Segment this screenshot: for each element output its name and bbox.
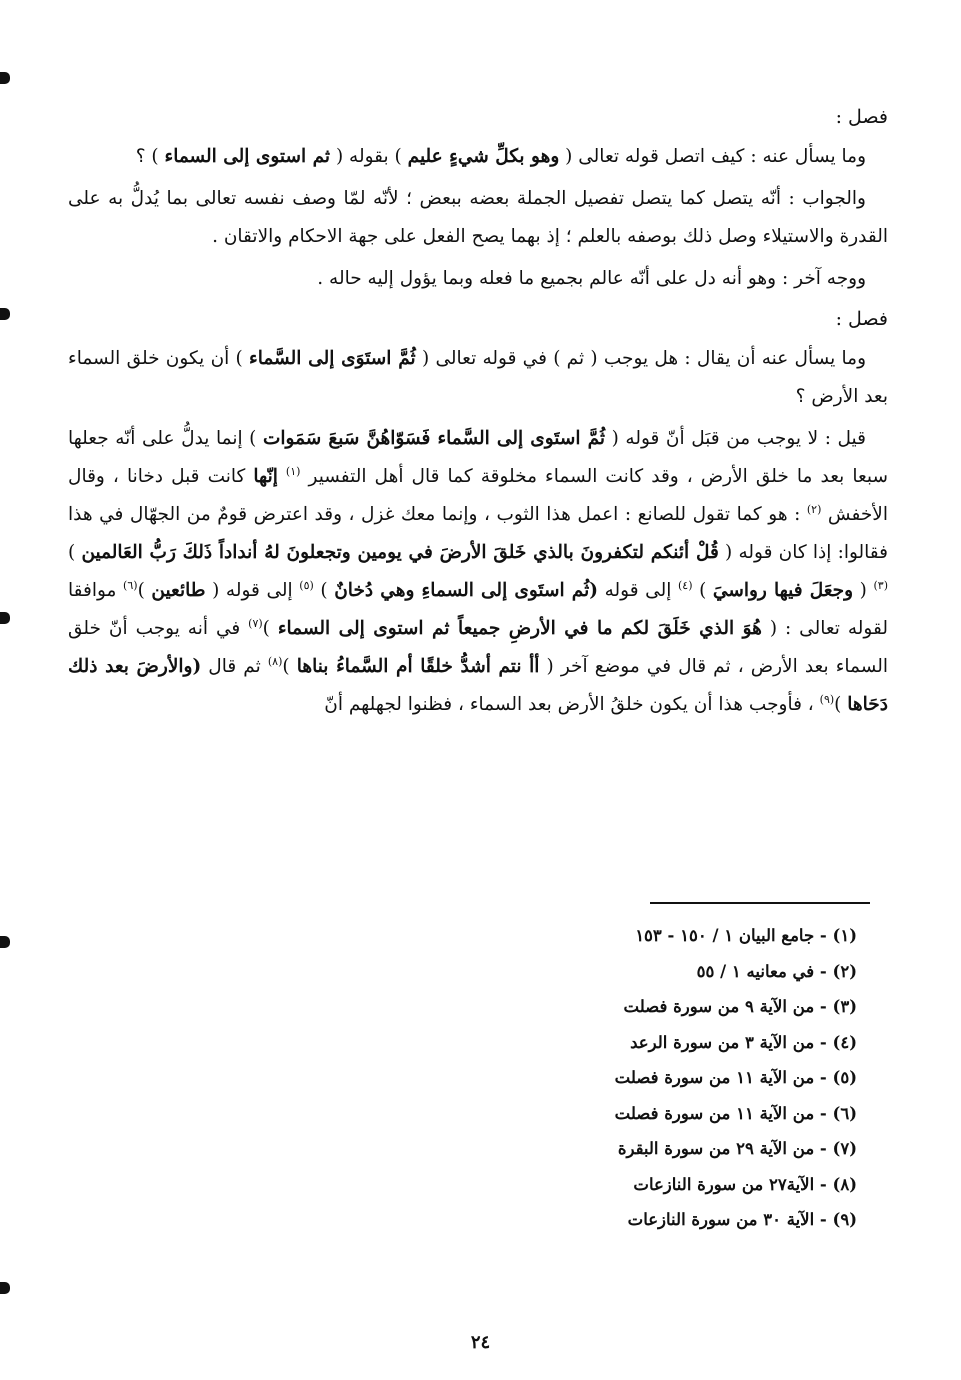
footnote: (٧) - من الآية ٢٩ من سورة البقرة bbox=[617, 1139, 857, 1158]
binding-mark bbox=[0, 308, 10, 320]
text-run: إلى قوله ( bbox=[205, 580, 300, 601]
footnote: (٣) - من الآية ٩ من سورة فصلت bbox=[623, 997, 857, 1016]
footnote-ref: (٣) bbox=[873, 578, 888, 592]
footnote-ref: (٢) bbox=[806, 502, 822, 516]
text-run: قيل : لا يوجب من قبَل أنّ قوله ( bbox=[605, 428, 866, 449]
paragraph bbox=[68, 340, 888, 416]
text-run: وما يسأل عنه : كيف اتصل قوله تعالى ( bbox=[559, 146, 866, 167]
text-run: ) بقوله ( bbox=[330, 146, 408, 167]
text-run: ) bbox=[68, 542, 82, 563]
text-run: وما يسأل عنه أن يقال : هل يوجب ( ثم ) في قوله تعالى ( bbox=[415, 348, 867, 369]
quran-quote: قُلْ أئنكم لتكفرونَ بالذي خَلقَ الأرضَ في يومين وتجعلونَ لهُ أنداداً ذَلكَ رَبُّ العَالمين bbox=[81, 542, 719, 563]
binding-mark bbox=[0, 612, 10, 624]
text-run: كانت قبل دخانا ، وقال الأخفش bbox=[68, 466, 888, 525]
binding-mark bbox=[0, 936, 10, 948]
binding-mark bbox=[0, 72, 10, 84]
footnote: (٦) - من الآية ١١ من سورة فصلت bbox=[614, 1103, 857, 1123]
quran-quote: (والأرضَ بعد ذلك دَحَاها bbox=[68, 656, 888, 715]
quran-quote: ثُمَّ استَوى إلى السَّماء فَسَوّاهُنَّ سَبعَ سَمَوات bbox=[262, 428, 606, 449]
text-run: ثم قال bbox=[201, 656, 268, 677]
footnote: (٨) - الآية٢٧ من سورة النازعات bbox=[633, 1174, 857, 1194]
text-run: ) ؟ bbox=[135, 146, 165, 167]
footnote-separator bbox=[650, 902, 870, 904]
footnote-ref: (٧) bbox=[248, 616, 263, 630]
text-run: في أنه يوجب أنّ خلق السماء بعد الأرض ، ثم قال في موضع آخر ( bbox=[68, 618, 889, 677]
section-heading: فصل : bbox=[835, 106, 888, 128]
paragraph bbox=[68, 420, 888, 724]
quran-quote: طائعين bbox=[151, 580, 206, 601]
text-run: ) bbox=[282, 656, 297, 677]
text-run: ، فأوجب هذا أن يكون خلقُ الأرض بعد السماء ، فظنوا لجهلهم أنّ bbox=[324, 694, 820, 715]
quran-quote: (ثُم استَوى إلى السماءِ وهي دُخانٌ bbox=[334, 580, 599, 601]
text-run: ) أن يكون خلق السماء بعد الأرض ؟ bbox=[68, 348, 888, 407]
footnote: (٤) - من الآية ٣ من سورة الرعد bbox=[630, 1032, 857, 1052]
text-run: ) bbox=[262, 618, 278, 639]
footnote-ref: (٨) bbox=[267, 654, 283, 668]
text-run: ) bbox=[137, 580, 152, 601]
footnote-ref: (١) bbox=[285, 464, 301, 478]
footnote-ref: (٥) bbox=[299, 578, 314, 592]
text-run bbox=[278, 466, 286, 487]
footnote-ref: (٦) bbox=[123, 578, 138, 592]
text-run: والجواب : أنّه يتصل كما يتصل تفصيل الجملة بعضه ببعض ؛ لأنّه لمّا وصف نفسه تعالى بما يُدلُّ به على القدرة والاستيلاء وصل ذلك بوصفه بالعلم ؛ إذ بهما يصح الفعل على جهة الاحكام والاتقان . bbox=[68, 188, 888, 247]
footnote: (١) - جامع البيان ١ / ١٥٠ - ١٥٣ bbox=[635, 926, 857, 945]
text-run: إلى قوله bbox=[598, 580, 678, 601]
quran-quote: إنّها bbox=[253, 466, 278, 487]
text-run: ( bbox=[853, 580, 874, 601]
binding-mark bbox=[0, 1282, 10, 1294]
text-run: : هو كما تقول للصانع : اعمل هذا الثوب ، وإنما معك غزل ، وقد اعترض قومٌ من الجهّال في هذا فقالوا: إذا كان قوله ( bbox=[68, 504, 888, 563]
quran-quote: وهو بكلِّ شيءٍ عليم bbox=[407, 146, 560, 167]
text-run: ) bbox=[834, 694, 848, 715]
footnote: (٩) - الآية ٣٠ من سورة النازعات bbox=[627, 1210, 857, 1229]
paragraph bbox=[68, 180, 888, 256]
quran-quote: ثُمَّ استَوَى إلى السَّماء bbox=[249, 348, 416, 369]
paragraph bbox=[68, 138, 888, 176]
text-run: ) إنما يدلُّ على أنّه جعلها سبعا بعد ما خلق الأرض ، وقد كانت السماء مخلوقة كما قال أهل التفسير bbox=[68, 428, 888, 487]
footnote: (٥) - من الآية ١١ من سورة فصلت bbox=[614, 1068, 857, 1087]
footnote-ref: (٤) bbox=[677, 578, 693, 592]
paragraph bbox=[68, 260, 888, 298]
text-run: موافقا لقوله تعالى : ( bbox=[68, 580, 888, 639]
text-run: ووجه آخر : وهو أنه دل على أنّه عالم بجميع ما فعله وبما يؤول إليه حاله . bbox=[317, 268, 866, 289]
footnotes bbox=[615, 918, 857, 1238]
quran-quote: أأ نتم أشدُّ خلقًا أم السَّماءُ بناها bbox=[296, 656, 540, 677]
section-heading: فصل : bbox=[835, 308, 888, 330]
quran-quote: هُوَ الذي خَلَقَ لكم ما في الأرضِ جميعاً ثم استوى إلى السماء bbox=[277, 618, 762, 639]
footnote-ref: (٩) bbox=[819, 692, 835, 706]
footnote: (٢) - في معانيه ١ / ٥٥ bbox=[696, 961, 857, 981]
page-number: ٢٤ bbox=[470, 1332, 491, 1353]
text-run: ) bbox=[313, 580, 335, 601]
text-run: ) bbox=[692, 580, 713, 601]
quran-quote: ثم استوى إلى السماء bbox=[164, 146, 331, 167]
quran-quote: وجعَلَ فيها رواسيَ bbox=[712, 580, 854, 601]
page-body bbox=[68, 100, 888, 728]
